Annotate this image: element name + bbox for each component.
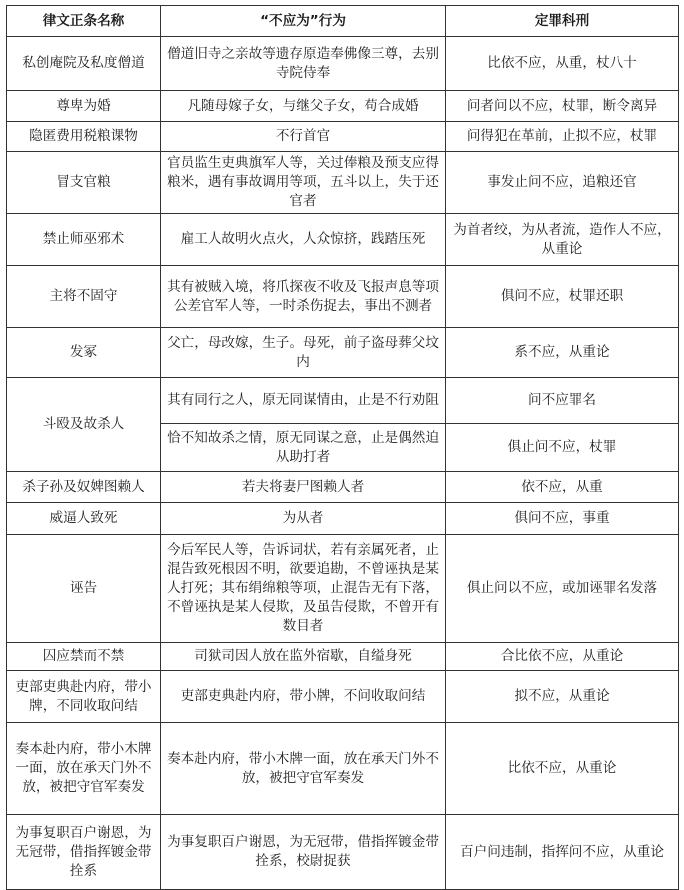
sentence-cell: 俱问不应，事重: [446, 503, 679, 535]
sentence-cell: 比依不应，从重，杖八十: [446, 37, 679, 91]
improper-act-cell: 官员监生吏典旗军人等，关过俸粮及预支应得粮米，遇有事故调用等项，五斗以上，失于还官者: [161, 152, 446, 214]
table-row: [7, 815, 679, 890]
table-row: [7, 671, 679, 723]
improper-act-cell: 吏部吏典赴内府，带小牌，不问收取问结: [161, 671, 446, 723]
sentence-cell: 事发止问不应，追粮还官: [446, 152, 679, 214]
sentence-cell: 依不应，从重: [446, 472, 679, 503]
improper-act-cell: 奏本赴内府，带小木牌一面，放在承天门外不放，被把守官军奏发: [161, 723, 446, 815]
table-row: [7, 122, 679, 152]
law-name-cell: 私创庵院及私度僧道: [7, 37, 161, 91]
law-name-cell: 禁止师巫邪术: [7, 214, 161, 266]
sentence-cell: 问不应罪名: [446, 378, 679, 424]
sentence-cell: 俱问不应，杖罪还职: [446, 266, 679, 328]
table-row: [7, 328, 679, 378]
table-row: [7, 37, 679, 91]
improper-act-cell: 其有同行之人，原无同谋情由，止是不行劝阻: [161, 378, 446, 424]
header-law-name: 律文正条名称: [7, 6, 161, 37]
law-name-cell: 威逼人致死: [7, 503, 161, 535]
improper-act-cell: 不行首官: [161, 122, 446, 152]
law-name-cell: 隐匿费用税粮课物: [7, 122, 161, 152]
improper-act-cell: 为事复职百户谢恩，为无冠带，借指挥镀金带拴系，校尉捉获: [161, 815, 446, 890]
table-row: [7, 643, 679, 671]
sentence-cell: 问者问以不应，杖罪，断令离异: [446, 91, 679, 122]
sentence-cell: 拟不应，从重论: [446, 671, 679, 723]
improper-act-cell: 若夫将妻尸图赖人者: [161, 472, 446, 503]
table-row: [7, 214, 679, 266]
improper-act-cell: 其有被贼入境，将爪探夜不收及飞报声息等项公差官军人等，一时杀伤捉去，事出不测者: [161, 266, 446, 328]
law-name-cell: 斗殴及故杀人: [7, 378, 161, 472]
improper-act-cell: 雇工人故明火点火，人众惊挤，践踏压死: [161, 214, 446, 266]
sentence-cell: 百户问违制，指挥问不应，从重论: [446, 815, 679, 890]
improper-act-cell: 司狱司因人放在监外宿歇，自缢身死: [161, 643, 446, 671]
table-row: [7, 378, 679, 424]
table-row: [7, 152, 679, 214]
sentence-cell: 俱止问以不应，或加诬罪名发落: [446, 535, 679, 643]
law-name-cell: 杀子孙及奴婢图赖人: [7, 472, 161, 503]
law-name-cell: 奏本赴内府，带小木牌一面，放在承天门外不放，被把守官军奏发: [7, 723, 161, 815]
table-row: [7, 472, 679, 503]
sentence-cell: 合比依不应，从重论: [446, 643, 679, 671]
table-row: [7, 503, 679, 535]
sentence-cell: 俱止问不应，杖罪: [446, 424, 679, 472]
table-row: [7, 91, 679, 122]
table-row: [7, 535, 679, 643]
improper-act-cell: 凡随母嫁子女，与继父子女，苟合成婚: [161, 91, 446, 122]
law-name-cell: 尊卑为婚: [7, 91, 161, 122]
improper-act-cell: 为从者: [161, 503, 446, 535]
improper-act-cell: 恰不知故杀之情，原无同谋之意，止是偶然迫从助打者: [161, 424, 446, 472]
header-sentence: 定罪科刑: [446, 6, 679, 37]
law-name-cell: 主将不固守: [7, 266, 161, 328]
law-table: [6, 5, 679, 890]
law-name-cell: 发冢: [7, 328, 161, 378]
improper-act-cell: 今后军民人等，告诉词状，若有亲属死者，止混告致死根因不明，欲要追勘，不曾诬执是某人打死；其布绢绵粮等项，止混告无有下落，不曾诬执是某人侵欺，及虽告侵欺，不曾开有数目者: [161, 535, 446, 643]
header-row: [7, 6, 679, 37]
law-name-cell: 诬告: [7, 535, 161, 643]
improper-act-cell: 父亡，母改嫁，生子。母死，前子盗母葬父坟内: [161, 328, 446, 378]
law-name-cell: 囚应禁而不禁: [7, 643, 161, 671]
law-name-cell: 为事复职百户谢恩，为无冠带，借指挥镀金带拴系: [7, 815, 161, 890]
law-name-cell: 冒支官粮: [7, 152, 161, 214]
improper-act-cell: 僧道旧寺之亲故等遗存原造奉佛像三尊，去别寺院侍奉: [161, 37, 446, 91]
sentence-cell: 问得犯在革前，止拟不应，杖罪: [446, 122, 679, 152]
sentence-cell: 为首者绞，为从者流，造作人不应，从重论: [446, 214, 679, 266]
sentence-cell: 系不应，从重论: [446, 328, 679, 378]
sentence-cell: 比依不应，从重论: [446, 723, 679, 815]
table-row: [7, 723, 679, 815]
law-name-cell: 吏部吏典赴内府，带小牌，不同收取问结: [7, 671, 161, 723]
table-row: [7, 266, 679, 328]
header-improper-act: “不应为”行为: [161, 6, 446, 37]
